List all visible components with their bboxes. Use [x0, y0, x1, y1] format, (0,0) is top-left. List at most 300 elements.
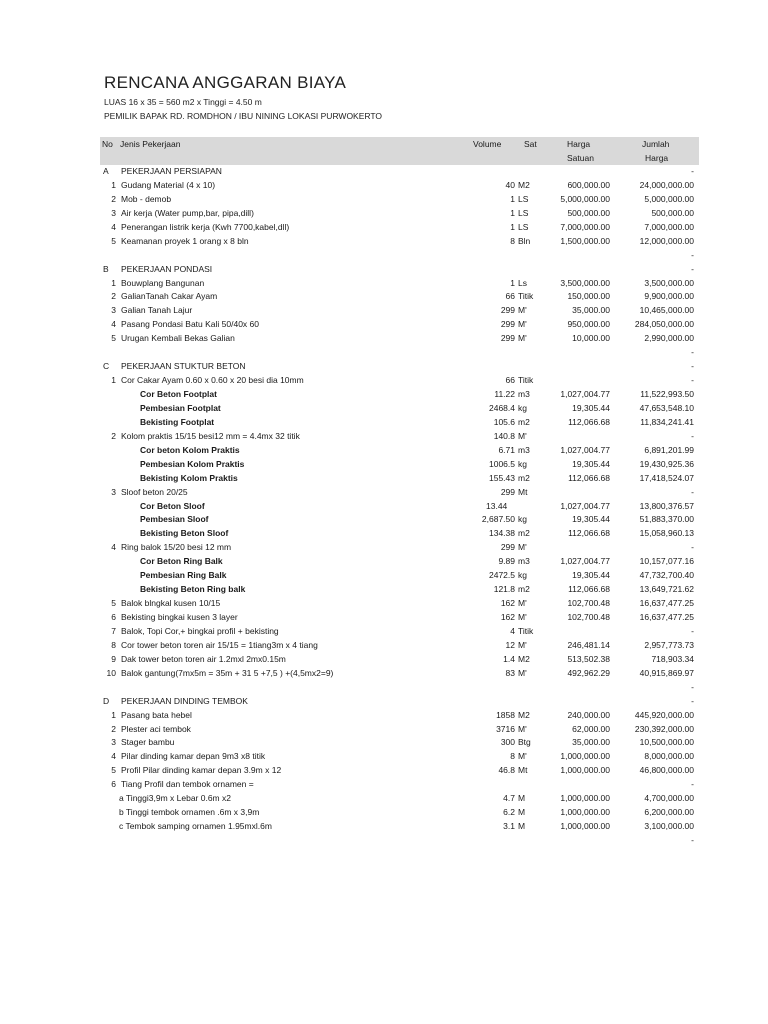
subitem-name: Bekisting Beton Sloof — [140, 528, 229, 539]
volume-cell: 13.44 — [486, 500, 508, 511]
item-name: Balok, Topi Cor,+ bingkai profil + bekisting — [121, 625, 279, 636]
unit-cell: M' — [518, 723, 527, 734]
item-name: GalianTanah Cakar Ayam — [121, 291, 218, 302]
volume-cell: 299 — [500, 319, 515, 330]
table-row — [0, 500, 768, 514]
item-name: Sloof beton 20/25 — [121, 486, 188, 497]
unit-price-cell: 1,000,000.00 — [560, 765, 610, 776]
unit-cell: m2 — [518, 472, 530, 483]
item-name: Profil Pilar dinding kamar depan 3.9m x 12 — [121, 765, 282, 776]
total-cell: - — [691, 835, 694, 845]
total-cell: - — [691, 681, 694, 692]
item-name: Ring balok 15/20 besi 12 mm — [121, 542, 232, 553]
table-row — [0, 193, 768, 207]
table-row — [0, 764, 768, 778]
volume-cell: 40 — [505, 179, 515, 190]
total-cell: 3,100,000.00 — [644, 821, 694, 832]
volume-cell: 83 — [505, 667, 515, 678]
unit-cell: m3 — [518, 444, 530, 455]
header-harga: Harga — [567, 139, 591, 149]
item-name: Cor tower beton toren air 15/15 = 1tiang3m x 4 tiang — [121, 639, 318, 650]
total-cell: 8,000,000.00 — [644, 751, 694, 762]
volume-cell: 66 — [505, 375, 515, 386]
section-row — [0, 263, 768, 277]
volume-cell: 140.8 — [493, 430, 515, 441]
unit-price-cell: 600,000.00 — [567, 179, 610, 190]
section-row — [0, 695, 768, 709]
table-row — [0, 750, 768, 764]
item-number: 6 — [111, 612, 116, 622]
item-name: Dak tower beton toren air 1.2mxl 2mx0.15m — [121, 653, 286, 664]
total-cell: 6,200,000.00 — [644, 807, 694, 818]
unit-price-cell: 950,000.00 — [567, 319, 610, 330]
unit-cell: Titik — [518, 375, 534, 386]
table-row — [0, 723, 768, 737]
unit-cell: m2 — [518, 584, 530, 595]
table-row — [0, 374, 768, 388]
unit-cell: Ls — [518, 277, 527, 288]
item-name: Pasang bata hebel — [121, 709, 192, 720]
unit-cell: m3 — [518, 389, 530, 399]
total-cell: 12,000,000.00 — [639, 235, 694, 246]
table-row — [0, 221, 768, 235]
unit-price-cell: 1,500,000.00 — [560, 235, 610, 246]
table-row — [0, 179, 768, 193]
unit-cell: M' — [518, 612, 527, 622]
table-row — [0, 611, 768, 625]
total-cell: 4,700,000.00 — [644, 793, 694, 804]
item-number: 3 — [111, 486, 116, 497]
item-number: 4 — [111, 221, 116, 232]
table-row — [0, 778, 768, 792]
unit-cell: M' — [518, 542, 527, 553]
section-title: PEKERJAAN PERSIAPAN — [121, 166, 222, 176]
volume-cell: 4.7 — [503, 793, 515, 804]
unit-price-cell: 150,000.00 — [567, 291, 610, 302]
table-row — [0, 806, 768, 820]
unit-price-cell: 19,305.44 — [572, 458, 610, 469]
total-cell: 13,800,376.57 — [639, 500, 694, 511]
table-row — [0, 541, 768, 555]
total-cell: - — [691, 430, 694, 441]
table-row — [0, 583, 768, 597]
item-number: 1 — [111, 277, 116, 288]
item-name: Kolom praktis 15/15 besi12 mm = 4.4mx 32 titik — [121, 430, 300, 441]
unit-cell: m2 — [518, 528, 530, 539]
volume-cell: 134.38 — [489, 528, 515, 539]
total-cell: 13,649,721.62 — [639, 584, 694, 595]
item-name: Urugan Kembali Bekas Galian — [121, 333, 235, 344]
volume-cell: 4 — [510, 625, 515, 636]
subitem-name: Cor beton Kolom Praktis — [140, 444, 240, 455]
total-cell: - — [691, 263, 694, 274]
header-sat: Sat — [524, 139, 537, 149]
total-cell: 445,920,000.00 — [634, 709, 694, 720]
volume-cell: 1.4 — [503, 653, 515, 664]
section-title: PEKERJAAN DINDING TEMBOK — [121, 695, 248, 706]
unit-price-cell: 112,066.68 — [568, 472, 610, 483]
table-row — [0, 458, 768, 472]
unit-price-cell: 1,027,004.77 — [560, 500, 610, 511]
table-row — [0, 597, 768, 611]
unit-price-cell: 240,000.00 — [567, 709, 610, 720]
unit-price-cell: 62,000.00 — [572, 723, 610, 734]
unit-cell: LS — [518, 193, 529, 204]
total-cell: - — [691, 361, 694, 372]
unit-cell: Titik — [518, 625, 534, 636]
unit-price-cell: 10,000.00 — [572, 333, 610, 344]
unit-cell: kg — [518, 458, 527, 469]
volume-cell: 8 — [510, 751, 515, 762]
table-row — [0, 416, 768, 430]
total-cell: - — [691, 779, 694, 790]
unit-cell: M' — [518, 319, 527, 330]
total-cell: 2,957,773.73 — [644, 639, 694, 650]
subitem-name: Cor Beton Ring Balk — [140, 556, 223, 567]
subtitle-owner: PEMILIK BAPAK RD. ROMDHON / IBU NINING LOKASI PURWOKERTO — [104, 111, 383, 121]
subitem-name: b Tinggi tembok ornamen .6m x 3,9m — [119, 807, 260, 818]
header-work: Jenis Pekerjaan — [120, 139, 181, 149]
volume-cell: 46.8 — [498, 765, 515, 776]
table-row — [0, 304, 768, 318]
total-cell: 11,834,241.41 — [640, 416, 694, 427]
volume-cell: 3.1 — [503, 821, 515, 832]
table-row — [0, 486, 768, 500]
unit-cell: M2 — [518, 653, 530, 664]
unit-cell: m2 — [518, 416, 530, 427]
unit-cell: M' — [518, 305, 527, 316]
subitem-name: Cor Beton Sloof — [140, 500, 205, 511]
total-cell: 10,500,000.00 — [639, 737, 694, 748]
unit-cell: M' — [518, 667, 527, 678]
total-cell: - — [691, 249, 694, 260]
item-number: 3 — [111, 207, 116, 218]
volume-cell: 300 — [500, 737, 515, 748]
subtotal-row — [0, 834, 768, 848]
unit-cell: M' — [518, 639, 527, 650]
volume-cell: 3716 — [496, 723, 515, 734]
unit-price-cell: 35,000.00 — [572, 737, 610, 748]
volume-cell: 299 — [500, 542, 515, 553]
unit-cell: kg — [518, 570, 527, 581]
item-number: 2 — [111, 193, 116, 204]
unit-cell: M2 — [518, 179, 530, 190]
volume-cell: 6.2 — [503, 807, 515, 818]
item-name: Air kerja (Water pump,bar, pipa,dill) — [121, 207, 254, 218]
total-cell: 718,903.34 — [651, 653, 694, 664]
unit-price-cell: 5,000,000.00 — [560, 193, 610, 204]
table-row — [0, 736, 768, 750]
subtotal-row — [0, 681, 768, 695]
volume-cell: 1 — [510, 277, 515, 288]
item-name: Tiang Profil dan tembok ornamen = — [121, 779, 254, 790]
total-cell: 500,000.00 — [651, 207, 694, 218]
subtotal-row — [0, 346, 768, 360]
unit-cell: Btg — [518, 737, 531, 748]
volume-cell: 6.71 — [498, 444, 515, 455]
subitem-name: Cor Beton Footplat — [140, 389, 217, 399]
table-row — [0, 444, 768, 458]
unit-cell: M' — [518, 333, 527, 344]
unit-cell: LS — [518, 207, 529, 218]
item-name: Pilar dinding kamar depan 9m3 x8 titik — [121, 751, 266, 762]
unit-cell: Titik — [518, 291, 534, 302]
item-name: Galian Tanah Lajur — [121, 305, 193, 316]
subitem-name: Bekisting Beton Ring balk — [140, 584, 246, 595]
table-row — [0, 625, 768, 639]
unit-cell: Mt — [518, 486, 528, 497]
unit-cell: kg — [518, 514, 527, 525]
total-cell: - — [691, 486, 694, 497]
table-row — [0, 792, 768, 806]
section-letter: C — [103, 361, 110, 372]
volume-cell: 155.43 — [489, 472, 515, 483]
section-row — [0, 165, 768, 179]
page-title: RENCANA ANGGARAN BIAYA — [104, 73, 347, 92]
unit-price-cell: 112,066.68 — [568, 528, 610, 539]
total-cell: 11,522,993.50 — [640, 389, 694, 399]
table-row — [0, 472, 768, 486]
item-number: 7 — [111, 625, 116, 636]
table-header — [100, 137, 699, 165]
unit-price-cell: 492,962.29 — [567, 667, 610, 678]
subitem-name: Pembesian Footplat — [140, 402, 221, 413]
table-row — [0, 277, 768, 291]
unit-price-cell: 102,700.48 — [567, 598, 610, 609]
item-name: Pasang Pondasi Batu Kali 50/40x 60 — [121, 319, 259, 330]
volume-cell: 1 — [510, 207, 515, 218]
budget-table — [0, 165, 768, 848]
volume-cell: 162 — [500, 598, 515, 609]
volume-cell: 1858 — [496, 709, 515, 720]
total-cell: 16,637,477.25 — [639, 598, 694, 609]
table-row — [0, 513, 768, 527]
unit-price-cell: 1,027,004.77 — [560, 444, 610, 455]
table-row — [0, 709, 768, 723]
volume-cell: 299 — [500, 486, 515, 497]
section-letter: A — [103, 166, 109, 176]
item-number: 4 — [111, 542, 116, 553]
table-row — [0, 820, 768, 834]
item-number: 4 — [111, 319, 116, 330]
unit-cell: M' — [518, 598, 527, 609]
total-cell: 47,653,548.10 — [639, 402, 694, 413]
total-cell: 46,800,000.00 — [639, 765, 694, 776]
table-row — [0, 667, 768, 681]
total-cell: 10,157,077.16 — [639, 556, 694, 567]
item-number: 5 — [111, 333, 116, 344]
item-number: 4 — [111, 751, 116, 762]
item-number: 5 — [111, 235, 116, 246]
volume-cell: 1 — [510, 193, 515, 204]
unit-cell: M — [518, 793, 526, 804]
header-volume: Volume — [473, 139, 502, 149]
volume-cell: 299 — [500, 333, 515, 344]
table-row — [0, 332, 768, 346]
table-row — [0, 388, 768, 402]
item-name: Penerangan listrik kerja (Kwh 7700,kabel,dll) — [121, 221, 290, 232]
total-cell: - — [691, 625, 694, 636]
unit-cell: M — [518, 821, 526, 832]
total-cell: 230,392,000.00 — [634, 723, 694, 734]
subtotal-row — [0, 249, 768, 263]
volume-cell: 2472.5 — [489, 570, 515, 581]
total-cell: 6,891,201.99 — [644, 444, 694, 455]
subitem-name: Bekisting Footplat — [140, 416, 215, 427]
volume-cell: 121.8 — [493, 584, 515, 595]
table-row — [0, 569, 768, 583]
item-number: 2 — [111, 723, 116, 734]
total-cell: 5,000,000.00 — [644, 193, 694, 204]
item-number: 10 — [106, 667, 116, 678]
table-row — [0, 290, 768, 304]
total-cell: - — [691, 166, 694, 176]
item-name: Stager bambu — [121, 737, 175, 748]
subitem-name: Bekisting Kolom Praktis — [140, 472, 238, 483]
unit-price-cell: 3,500,000.00 — [560, 277, 610, 288]
item-number: 1 — [111, 375, 116, 386]
item-number: 3 — [111, 305, 116, 316]
total-cell: 16,637,477.25 — [639, 612, 694, 622]
unit-cell: Mt — [518, 765, 528, 776]
unit-price-cell: 1,000,000.00 — [560, 807, 610, 818]
unit-price-cell: 1,000,000.00 — [560, 751, 610, 762]
total-cell: 19,430,925.36 — [639, 458, 694, 469]
item-name: Bekisting bingkai kusen 3 layer — [121, 612, 238, 622]
unit-cell: M' — [518, 430, 527, 441]
total-cell: 284,050,000.00 — [634, 319, 694, 330]
subitem-name: Pembesian Ring Balk — [140, 570, 227, 581]
table-row — [0, 527, 768, 541]
unit-cell: LS — [518, 221, 529, 232]
total-cell: 15,058,960.13 — [639, 528, 694, 539]
table-row — [0, 318, 768, 332]
unit-price-cell: 1,027,004.77 — [560, 556, 610, 567]
item-name: Bouwplang Bangunan — [121, 277, 205, 288]
unit-cell: m3 — [518, 556, 530, 567]
volume-cell: 9.89 — [498, 556, 515, 567]
item-number: 1 — [111, 179, 116, 190]
item-name: Cor Cakar Ayam 0.60 x 0.60 x 20 besi dia 10mm — [121, 375, 304, 386]
total-cell: 10,465,000.00 — [639, 305, 694, 316]
table-row — [0, 207, 768, 221]
subitem-name: c Tembok samping ornamen 1.95mxl.6m — [119, 821, 272, 832]
unit-price-cell: 102,700.48 — [567, 612, 610, 622]
unit-cell: M' — [518, 751, 527, 762]
volume-cell: 299 — [500, 305, 515, 316]
unit-cell: Bln — [518, 235, 531, 246]
item-number: 5 — [111, 598, 116, 609]
total-cell: - — [691, 375, 694, 386]
item-name: Balok blngkal kusen 10/15 — [121, 598, 221, 609]
subtitle-area: LUAS 16 x 35 = 560 m2 x Tinggi = 4.50 m — [104, 97, 262, 107]
total-cell: - — [691, 347, 694, 358]
section-letter: B — [103, 263, 109, 274]
unit-price-cell: 112,066.68 — [568, 416, 610, 427]
subitem-name: a Tinggi3,9m x Lebar 0.6m x2 — [119, 793, 231, 804]
unit-price-cell: 1,000,000.00 — [560, 793, 610, 804]
table-row — [0, 430, 768, 444]
item-name: Balok gantung(7mx5m = 35m + 31 5 +7,5 ) +(4,5mx2=9) — [121, 667, 334, 678]
unit-price-cell: 1,027,004.77 — [560, 389, 610, 399]
total-cell: 2,990,000.00 — [644, 333, 694, 344]
volume-cell: 66 — [505, 291, 515, 302]
unit-cell: kg — [518, 402, 527, 413]
volume-cell: 105.6 — [493, 416, 515, 427]
item-number: 2 — [111, 291, 116, 302]
header-satuan: Satuan — [567, 153, 594, 163]
item-number: 9 — [111, 653, 116, 664]
item-number: 8 — [111, 639, 116, 650]
total-cell: - — [691, 542, 694, 553]
item-name: Mob - demob — [121, 193, 172, 204]
item-number: 1 — [111, 709, 116, 720]
volume-cell: 2468.4 — [489, 402, 515, 413]
total-cell: 17,418,524.07 — [639, 472, 694, 483]
unit-cell: M2 — [518, 709, 530, 720]
item-name: Keamanan proyek 1 orang x 8 bln — [121, 235, 249, 246]
volume-cell: 8 — [510, 235, 515, 246]
item-name: Plester aci tembok — [121, 723, 191, 734]
section-title: PEKERJAAN STUKTUR BETON — [121, 361, 246, 372]
unit-price-cell: 1,000,000.00 — [560, 821, 610, 832]
volume-cell: 12 — [505, 639, 515, 650]
volume-cell: 11.22 — [494, 389, 515, 399]
total-cell: 7,000,000.00 — [644, 221, 694, 232]
total-cell: - — [691, 695, 694, 706]
unit-price-cell: 19,305.44 — [572, 402, 610, 413]
item-number: 5 — [111, 765, 116, 776]
total-cell: 51,883,370.00 — [639, 514, 694, 525]
volume-cell: 1006.5 — [489, 458, 515, 469]
volume-cell: 1 — [510, 221, 515, 232]
total-cell: 40,915,869.97 — [639, 667, 694, 678]
unit-price-cell: 246,481.14 — [567, 639, 610, 650]
unit-price-cell: 500,000.00 — [567, 207, 610, 218]
table-row — [0, 653, 768, 667]
item-number: 2 — [111, 430, 116, 441]
table-row — [0, 555, 768, 569]
section-title: PEKERJAAN PONDASI — [121, 263, 213, 274]
subitem-name: Pembesian Kolom Praktis — [140, 458, 245, 469]
total-cell: 9,900,000.00 — [644, 291, 694, 302]
unit-price-cell: 19,305.44 — [572, 570, 610, 581]
section-letter: D — [103, 695, 110, 706]
unit-price-cell: 112,066.68 — [568, 584, 610, 595]
unit-price-cell: 19,305.44 — [572, 514, 610, 525]
table-row — [0, 235, 768, 249]
header-jumlah-harga: Harga — [645, 153, 669, 163]
total-cell: 47,732,700.40 — [639, 570, 694, 581]
table-row — [0, 639, 768, 653]
header-no: No — [102, 139, 113, 149]
volume-cell: 162 — [500, 612, 515, 622]
total-cell: 24,000,000.00 — [639, 179, 694, 190]
unit-price-cell: 7,000,000.00 — [560, 221, 610, 232]
subitem-name: Pembesian Sloof — [140, 514, 209, 525]
unit-price-cell: 35,000.00 — [572, 305, 610, 316]
header-jumlah: Jumlah — [642, 139, 670, 149]
section-row — [0, 360, 768, 374]
total-cell: 3,500,000.00 — [644, 277, 694, 288]
item-number: 6 — [111, 779, 116, 790]
unit-price-cell: 513,502.38 — [567, 653, 610, 664]
volume-cell: 2,687.50 — [481, 514, 515, 525]
unit-cell: M — [518, 807, 526, 818]
item-name: Gudang Material (4 x 10) — [121, 179, 216, 190]
item-number: 3 — [111, 737, 116, 748]
table-row — [0, 402, 768, 416]
